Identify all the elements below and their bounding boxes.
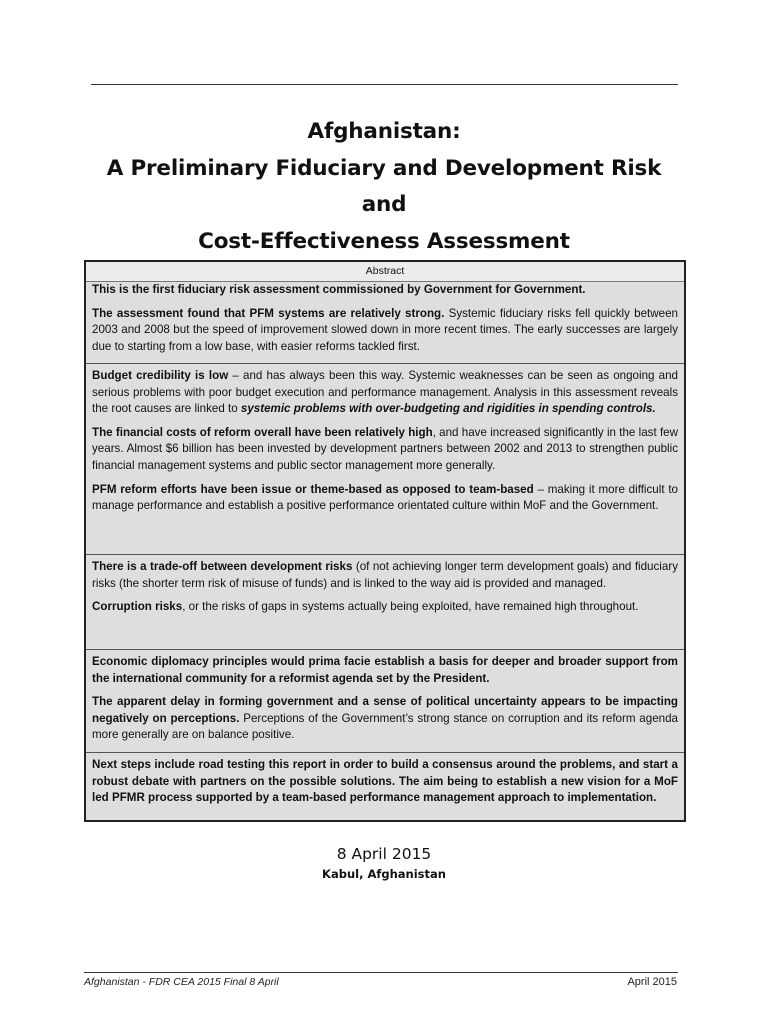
title-line-3: and <box>361 192 407 217</box>
title-line-4: Cost-Effectiveness Assessment <box>198 228 570 254</box>
paragraph-body: (of not achieving longer term development goals) and fiduciary risks (the shorter term risk of misuse of funds) and is linked to the way aid is provided and managed. <box>92 560 678 590</box>
title-line-2: A Preliminary Fiduciary and Development Risk <box>106 155 662 181</box>
paragraph-body: Systemic fiduciary risks fell quickly between 2003 and 2008 but the speed of improvement slowed down in more recent times. The early successes are largely due to starting from a low base, with easier reforms tackled first. <box>92 306 678 353</box>
abstract-paragraph <box>92 694 678 744</box>
abstract-section <box>86 752 684 820</box>
paragraph-bold-lead: There is a trade-off between development risks <box>92 560 353 573</box>
paragraph-bold-lead: PFM reform efforts have been issue or theme-based as opposed to team-based <box>92 482 534 496</box>
paragraph-body: , and have increased significantly in the last few years. Almost $6 billion has been invested by development partners between 2002 and 2013 to strengthen public financial management systems and public sector management more generally. <box>92 425 678 472</box>
abstract-paragraph <box>92 599 678 616</box>
paragraph-body: Perceptions of the Government’s strong stance on corruption and its reform agenda more generally are on balance positive. <box>92 711 678 742</box>
paragraph-body: – making it more difficult to manage performance and establish a positive performance orientated culture within MoF and the Government. <box>92 482 678 513</box>
report-date: 8 April 2015 <box>336 845 432 863</box>
paragraph-emphasis: systemic problems with over-budgeting and rigidities in spending controls. <box>240 402 656 416</box>
abstract-box <box>84 260 686 822</box>
paragraph-bold-lead: Budget credibility is low <box>92 369 229 382</box>
paragraph-bold-lead: This is the first fiduciary risk assessment commissioned by Government for Government. <box>92 283 586 296</box>
paragraph-body: – and has always been this way. Systemic weaknesses can be seen as ongoing and serious problems with poor budget execution and performance management. Analysis in this assessment reveals the root causes are linked to <box>92 369 678 416</box>
abstract-paragraph <box>92 757 678 807</box>
document-title <box>84 114 684 260</box>
abstract-paragraph <box>92 654 678 687</box>
footer-date: April 2015 <box>627 976 677 988</box>
report-location: Kabul, Afghanistan <box>322 867 446 881</box>
abstract-section <box>86 363 684 554</box>
abstract-section <box>86 281 684 363</box>
abstract-header: Abstract <box>86 262 684 282</box>
paragraph-bold-lead: Economic diplomacy principles would prima facie establish a basis for deeper and broader support from the international community for a reformist agenda set by the President. <box>92 655 678 685</box>
abstract-section <box>86 554 684 649</box>
abstract-paragraph <box>92 425 678 475</box>
footer-document-id: Afghanistan - FDR CEA 2015 Final 8 April <box>84 976 279 988</box>
abstract-paragraph <box>92 306 678 356</box>
title-line-1: Afghanistan: <box>307 119 461 144</box>
paragraph-body: , or the risks of gaps in systems actually being exploited, have remained high throughout. <box>182 600 639 614</box>
top-rule <box>91 84 678 85</box>
paragraph-bold-lead: The financial costs of reform overall have been relatively high <box>92 425 433 439</box>
abstract-paragraph <box>92 559 678 592</box>
paragraph-bold-lead: The assessment found that PFM systems are relatively strong. <box>92 306 445 320</box>
footer-rule <box>84 972 678 973</box>
abstract-section <box>86 649 684 752</box>
abstract-paragraph <box>92 282 678 299</box>
paragraph-bold-lead: Next steps include road testing this report in order to build a consensus around the problems, and start a robust debate with partners on the possible solutions. The aim being to establish a new vision for a MoF led PFMR process supported by a team-based performance management approach to implementation. <box>92 758 678 805</box>
paragraph-bold-lead: The apparent delay in forming government and a sense of political uncertainty appears to be impacting negatively on perceptions. <box>92 695 678 725</box>
abstract-paragraph <box>92 368 678 418</box>
paragraph-bold-lead: Corruption risks <box>92 600 183 614</box>
abstract-paragraph <box>92 482 678 515</box>
